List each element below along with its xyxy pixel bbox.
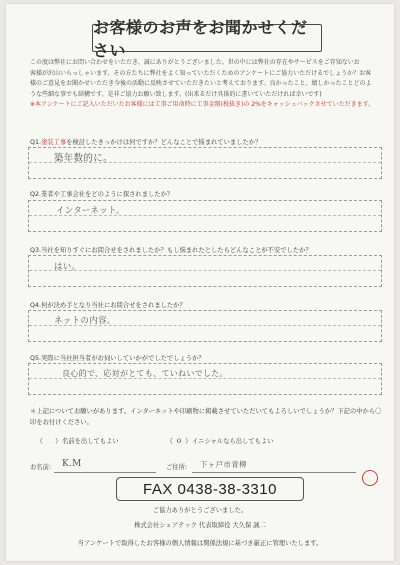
thanks-text: ご協力ありがとうございました。 xyxy=(152,507,248,514)
question-5-label xyxy=(30,353,205,362)
address-value: 下ヶ戸市青柳 xyxy=(200,460,247,469)
answer-3-handwriting: はい。 xyxy=(54,262,81,272)
question-text: を検討したきっかけは何ですか？どんなことで悩まれていましたか？ xyxy=(66,139,262,146)
question-text: 当社を知りすぐにお問合せをされましたか？もし悩まれたとしたらどんなことが不安でしたか？ xyxy=(40,247,312,254)
question-text: 実際に当社担当者がお伺いしていかがでしたでしょうか？ xyxy=(40,355,205,362)
name-value: K.M xyxy=(62,459,82,469)
seal-stamp xyxy=(362,470,378,486)
company-line: 株式会社シェアテック 代表取締役 大久保 誠二 xyxy=(134,522,266,529)
answer-1-handwriting: 築年数的に。 xyxy=(54,153,113,164)
option-label: イニシャルなら出してもよい xyxy=(192,438,274,445)
intro-line: この度は弊社にお問い合わせをいただき、誠にありがとうございました。世の中には弊社の存在やサービスをご存知ないお xyxy=(30,59,360,66)
privacy-notice: 当アンケートで取得したお客様の個人情報は関係法規に基づき厳正に管理いたします。 xyxy=(77,540,323,547)
question-number: Q1. xyxy=(30,139,41,146)
page-title: お客様のお声をお聞かせください xyxy=(92,24,322,52)
question-2-label xyxy=(30,189,173,198)
name-underline xyxy=(54,472,156,473)
question-number: Q2. xyxy=(30,191,41,198)
address-underline xyxy=(192,472,356,473)
intro-line: 客様が沢山いらっしゃいます。その方たちに弊社をよく知っていただくためのアンケートにご協力いただけるでしょうか？お客 xyxy=(30,69,372,77)
cashback-notice: ※本アンケートにご記入いただいたお客様には工事ご用命時に工事金額(税抜き)の 2%をキャッシュバックさせていただきます。 xyxy=(30,101,375,109)
question-text: 何が決め手となり当社にお問合せをされましたか？ xyxy=(40,302,186,309)
intro-line: 様のご意見をお聞かせいただき今後の活動に反映させていただきたいと考えております。良かったこと、嬉しかったことどのよ xyxy=(30,80,372,88)
consent-text: ＊上記についてお願いがあります。インターネットや印刷物に掲載させていただいてもよろしいでしょうか？下記の中から〇印をお付けください。 xyxy=(30,408,382,426)
question-number: Q5. xyxy=(30,355,41,362)
question-highlight: 塗装工事 xyxy=(40,139,67,146)
option-initials-ok[interactable]: （ o ）イニシャルなら出してもよい xyxy=(166,436,274,445)
question-1-label xyxy=(30,137,261,146)
selected-mark: o xyxy=(176,436,182,445)
answer-5-handwriting: 良心的で、応対がとても、ていねいでした。 xyxy=(62,369,228,378)
question-text: 業者や工事会社をどのように探されましたか？ xyxy=(40,191,174,198)
survey-sheet xyxy=(6,4,394,561)
option-label: 名前を出してもよい xyxy=(62,438,119,445)
option-name-ok[interactable]: （ ）名前を出してもよい xyxy=(36,437,119,445)
answer-2-handwriting: インターネット。 xyxy=(56,206,125,216)
address-label: ご住所: xyxy=(166,464,188,471)
question-number: Q3. xyxy=(30,247,41,254)
question-3-label xyxy=(30,245,312,254)
fax-number: FAX 0438-38-3310 xyxy=(116,477,304,501)
intro-text xyxy=(30,58,382,111)
question-4-label xyxy=(30,300,186,309)
answer-box-3[interactable] xyxy=(28,255,382,287)
answer-4-handwriting: ネットの内容。 xyxy=(54,316,116,326)
question-number: Q4. xyxy=(30,302,41,309)
intro-line: うな些細な事でも結構です。是非ご協力お願い致します。(出来るだけ具体的に書いていただければ幸いです) xyxy=(30,90,322,98)
name-label: お名前: xyxy=(30,464,52,471)
